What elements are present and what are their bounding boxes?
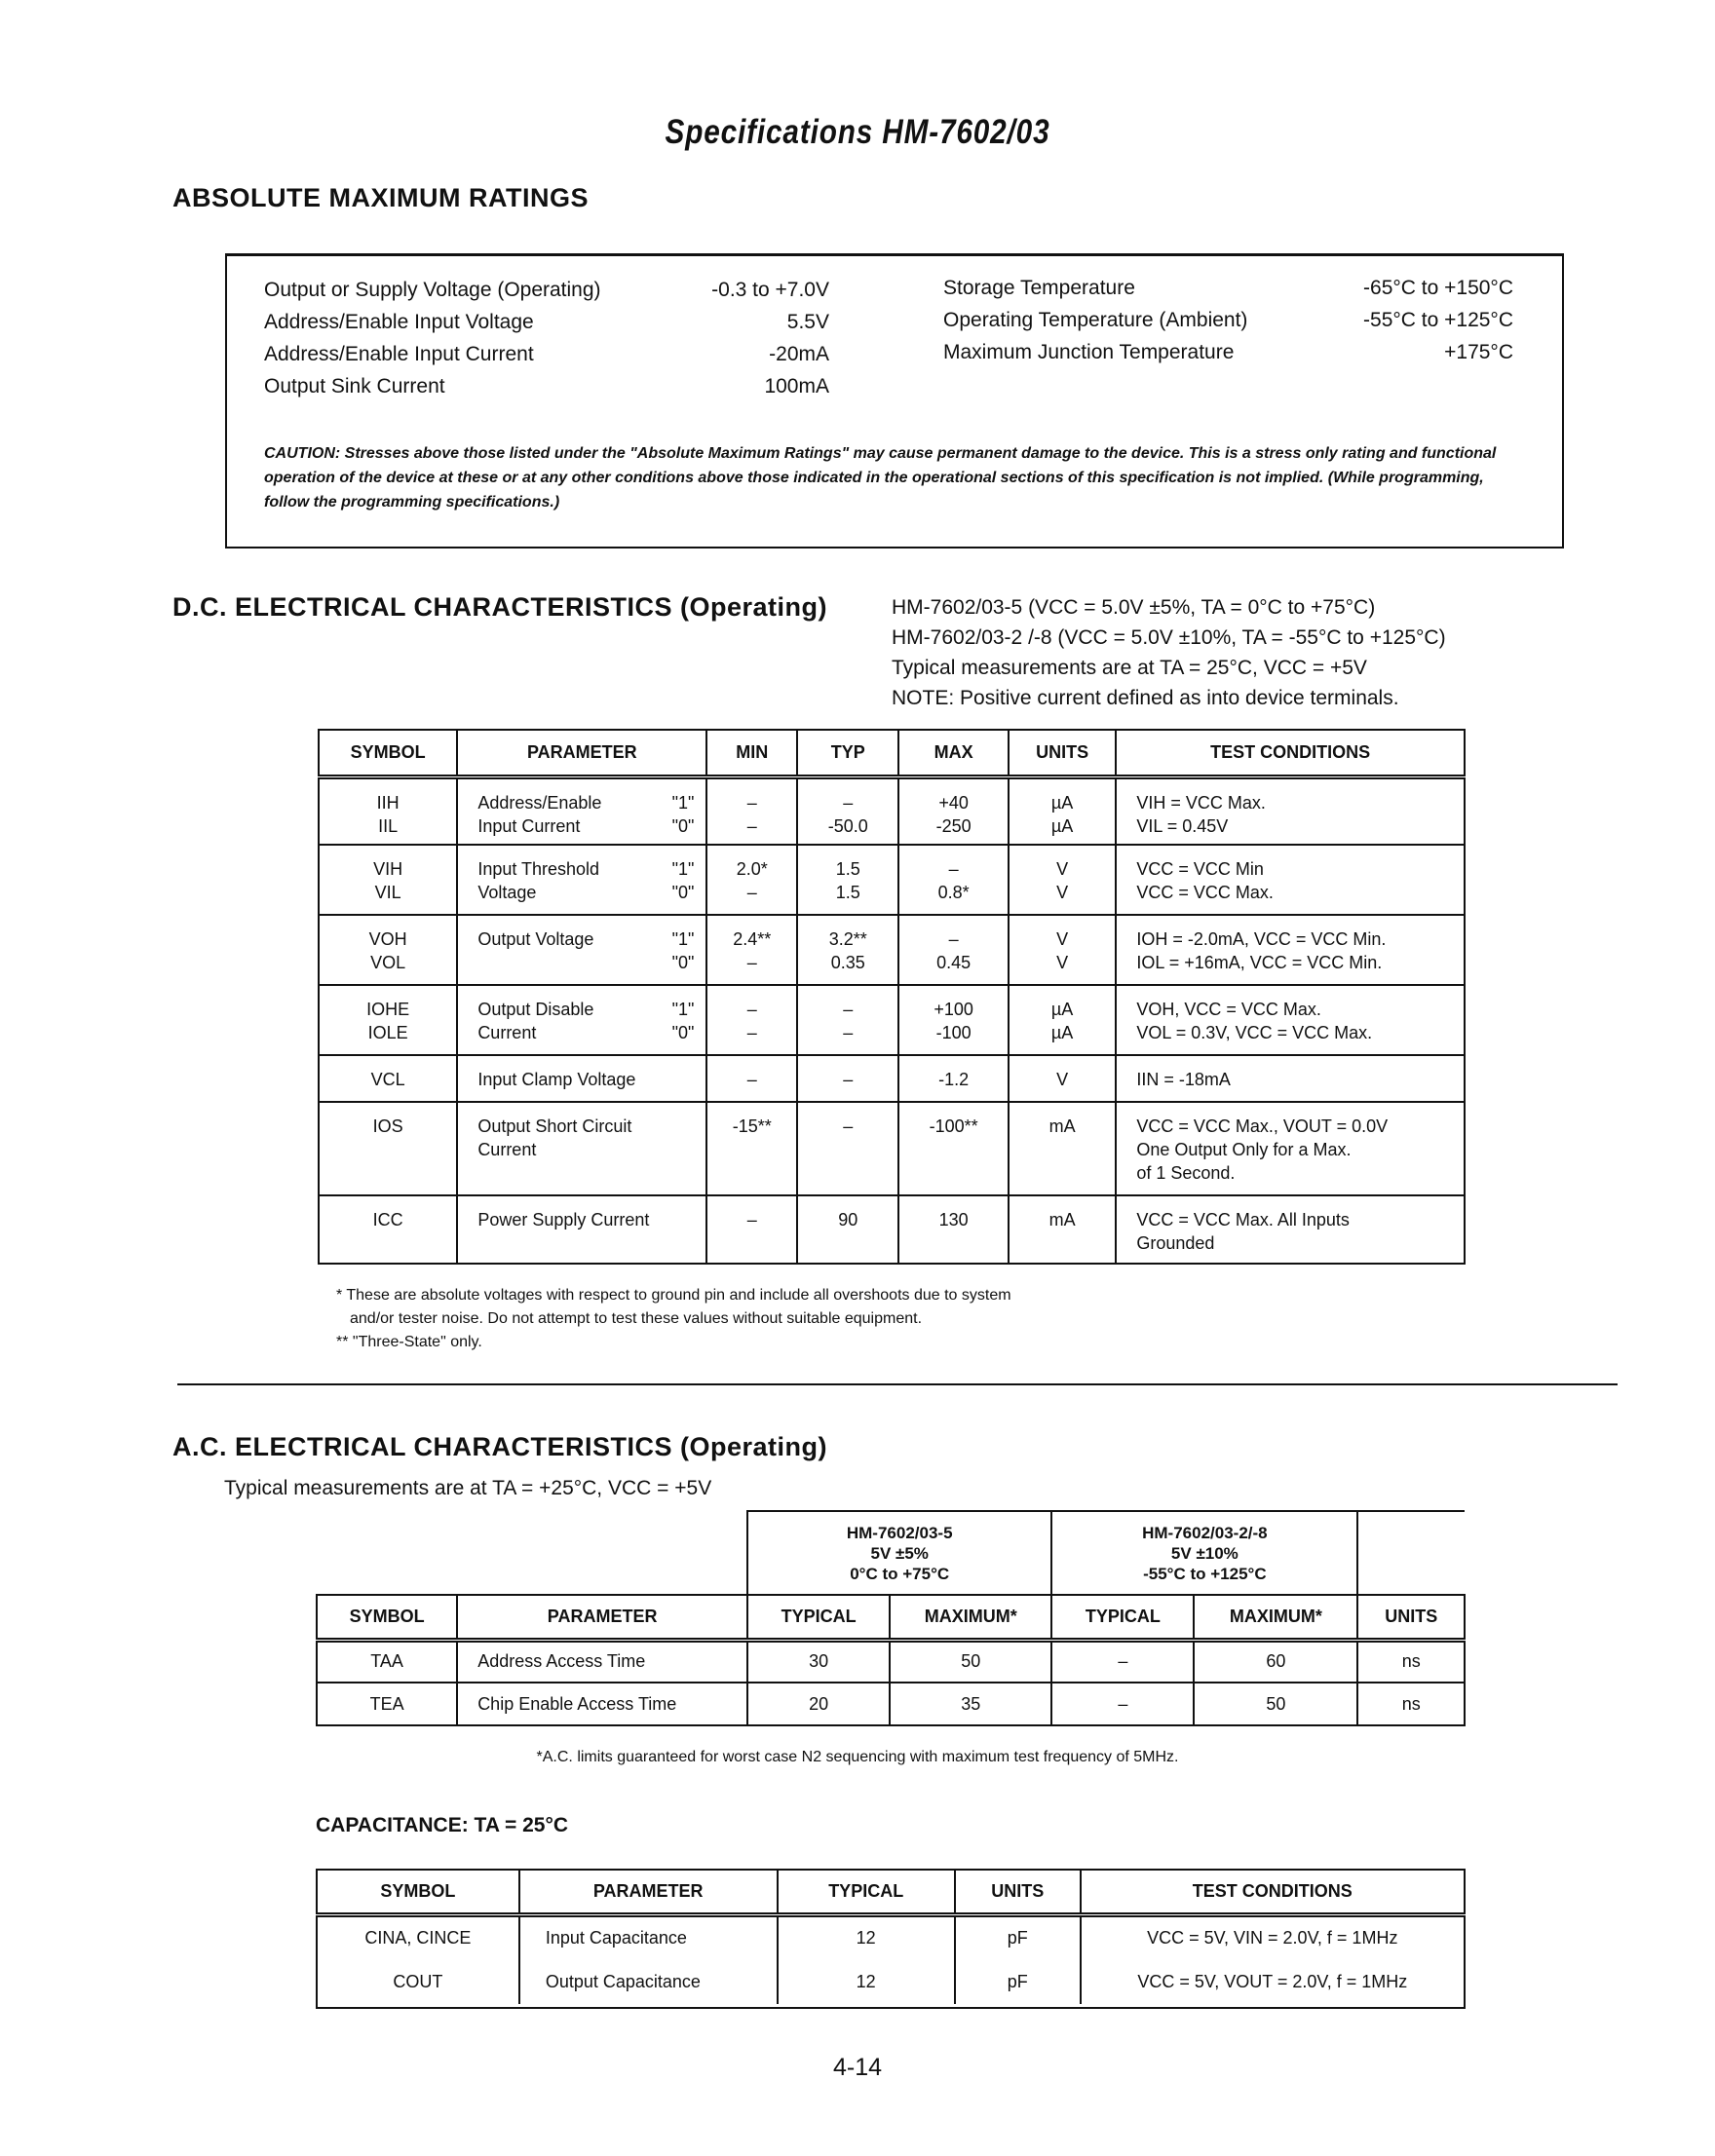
symbol: CINA, CINCE	[317, 1914, 519, 1959]
parameter-line	[477, 998, 705, 1021]
rating-row	[264, 306, 829, 338]
maximum: 35	[890, 1683, 1051, 1725]
test-condition: VIH = VCC Max.	[1136, 792, 1266, 813]
typ-value: –	[843, 1116, 854, 1136]
amr-box	[225, 253, 1564, 548]
symbol: ICC	[372, 1210, 403, 1229]
ac-typical: Typical measurements are at TA = +25°C, VCC = +5V	[224, 1477, 712, 1499]
units: V	[1056, 929, 1069, 949]
dc-footnotes	[336, 1284, 1011, 1354]
min-value: –	[746, 883, 757, 902]
parameter-line	[477, 1208, 705, 1231]
group-line: HM-7602/03-2/-8	[1142, 1523, 1268, 1542]
table-row	[319, 1195, 1465, 1264]
rating-label: Address/Enable Input Current	[264, 343, 534, 365]
column-header: TEST CONDITIONS	[1081, 1870, 1465, 1914]
units: mA	[1048, 1116, 1076, 1136]
min-value: –	[746, 1023, 757, 1042]
group-line: HM-7602/03-5	[846, 1523, 953, 1542]
parameter: Output Capacitance	[519, 1959, 778, 2004]
dc-notes	[892, 592, 1446, 713]
rating-label: Maximum Junction Temperature	[943, 341, 1235, 363]
test-condition: VOH, VCC = VCC Max.	[1136, 1000, 1321, 1019]
test-condition: VCC = VCC Max. All Inputs	[1136, 1210, 1350, 1229]
min-value: –	[746, 953, 757, 972]
logic-level: "1"	[671, 1000, 695, 1019]
symbol: VOH	[368, 929, 407, 949]
column-header: TYP	[797, 730, 898, 776]
units: mA	[1048, 1210, 1076, 1229]
symbol: IIH	[376, 792, 400, 813]
min-value: –	[746, 792, 757, 813]
parameter-text: Current	[477, 1023, 537, 1042]
symbol: VIL	[374, 883, 401, 902]
parameter-line	[477, 791, 705, 814]
units: µA	[1050, 792, 1074, 813]
device-group-header	[1051, 1511, 1357, 1595]
caution-text: CAUTION: Stresses above those listed under the "Absolute Maximum Ratings" may cause permanent damage to the device. This is a stress only rating and functional operation of the device at these or at any other conditions above those indicated in the operational sections of this specification is not implied. (While programming, follow the programming specifications.)	[264, 445, 1497, 511]
max-value: –	[948, 859, 959, 879]
rating-value: 100mA	[764, 375, 829, 397]
parameter-line	[477, 881, 705, 904]
column-header: MAXIMUM*	[890, 1595, 1051, 1640]
parameter-line	[477, 1138, 705, 1161]
rating-row	[943, 272, 1513, 304]
typ-value: –	[843, 1000, 854, 1019]
table-row	[319, 1102, 1465, 1195]
units: pF	[955, 1959, 1081, 2004]
column-header: SYMBOL	[317, 1870, 519, 1914]
table-row	[317, 1640, 1465, 1683]
rating-label: Output Sink Current	[264, 375, 445, 397]
rating-row	[943, 336, 1513, 368]
parameter: Input Capacitance	[519, 1914, 778, 1959]
dc-note: HM-7602/03-2 /-8 (VCC = 5.0V ±10%, TA = -55°C to +125°C)	[892, 626, 1446, 649]
parameter: Address Access Time	[457, 1640, 747, 1683]
parameter: Chip Enable Access Time	[457, 1683, 747, 1725]
min-value: –	[746, 1210, 757, 1229]
symbol: IOHE	[366, 1000, 410, 1019]
rating-label: Storage Temperature	[943, 277, 1135, 299]
table-row	[319, 845, 1465, 915]
device-group-header	[747, 1511, 1051, 1595]
max-value: 0.8*	[937, 883, 970, 902]
dc-note: HM-7602/03-5 (VCC = 5.0V ±5%, TA = 0°C to +75°C)	[892, 596, 1376, 619]
parameter-line	[477, 1068, 705, 1091]
typical: 12	[778, 1914, 955, 1959]
rating-label: Address/Enable Input Voltage	[264, 311, 534, 333]
logic-level: "0"	[671, 883, 695, 902]
ac-footnote: *A.C. limits guaranteed for worst case N2 sequencing with maximum test frequency of 5MHz.	[536, 1749, 1179, 1765]
column-header: TYPICAL	[778, 1870, 955, 1914]
dc-note: NOTE: Positive current defined as into device terminals.	[892, 687, 1399, 709]
parameter-text: Input Threshold	[477, 859, 600, 879]
typ-value: -50.0	[827, 815, 868, 836]
typ-value: 1.5	[835, 883, 860, 902]
column-header: UNITS	[1009, 730, 1117, 776]
symbol: IOLE	[367, 1023, 408, 1042]
test-condition: IIN = -18mA	[1136, 1070, 1231, 1089]
test-condition: VCC = VCC Max.	[1136, 883, 1274, 902]
typical: –	[1051, 1683, 1194, 1725]
parameter-line	[477, 1115, 705, 1138]
logic-level: "0"	[671, 953, 695, 972]
parameter-text: Input Current	[477, 815, 581, 836]
column-header: TYPICAL	[747, 1595, 890, 1640]
parameter-line	[477, 927, 705, 951]
rating-row	[264, 274, 829, 306]
divider	[177, 1383, 1618, 1385]
maximum: 50	[1194, 1683, 1357, 1725]
parameter-text: Address/Enable	[477, 792, 602, 813]
symbol: VIH	[373, 859, 403, 879]
column-header: PARAMETER	[519, 1870, 778, 1914]
symbol: VCL	[370, 1070, 405, 1089]
min-value: 2.4**	[733, 929, 772, 949]
symbol: IIL	[378, 815, 399, 836]
table-row	[319, 776, 1465, 845]
symbol: TEA	[317, 1683, 457, 1725]
test-condition: VOL = 0.3V, VCC = VCC Max.	[1136, 1023, 1373, 1042]
table-row	[317, 1683, 1465, 1725]
rating-row	[264, 370, 829, 402]
typical: 12	[778, 1959, 955, 2004]
symbol: TAA	[317, 1640, 457, 1683]
logic-level: "1"	[671, 929, 695, 949]
symbol: IOS	[372, 1116, 403, 1136]
max-value: 130	[938, 1210, 969, 1229]
typ-value: 90	[838, 1210, 858, 1229]
table-row	[317, 1959, 1465, 2004]
rating-value: -20mA	[769, 343, 829, 365]
footnote: * These are absolute voltages with respect to ground pin and include all overshoots due to system	[336, 1287, 1011, 1304]
test-condition: VIL = 0.45V	[1136, 815, 1229, 836]
test-condition: VCC = VCC Min	[1136, 859, 1264, 879]
column-header: SYMBOL	[319, 730, 457, 776]
column-header: TEST CONDITIONS	[1116, 730, 1465, 776]
parameter-text: Power Supply Current	[477, 1210, 650, 1229]
footnote: ** "Three-State" only.	[336, 1334, 482, 1350]
group-line: 5V ±5%	[870, 1543, 929, 1563]
page-number: 4-14	[832, 2054, 883, 2081]
table-row	[319, 915, 1465, 985]
dc-note: Typical measurements are at TA = 25°C, VCC = +5V	[892, 657, 1367, 679]
logic-level: "1"	[671, 792, 695, 813]
group-line: -55°C to +125°C	[1143, 1564, 1267, 1583]
symbol: COUT	[317, 1959, 519, 2004]
cap-table	[316, 1869, 1466, 2009]
ac-heading: A.C. ELECTRICAL CHARACTERISTICS (Operating)	[172, 1432, 828, 1461]
units: ns	[1357, 1683, 1465, 1725]
column-header: UNITS	[955, 1870, 1081, 1914]
amr-heading: ABSOLUTE MAXIMUM RATINGS	[172, 183, 589, 212]
typical: 20	[747, 1683, 890, 1725]
rating-label: Output or Supply Voltage (Operating)	[264, 279, 601, 301]
test-condition: IOL = +16mA, VCC = VCC Min.	[1136, 953, 1383, 972]
parameter-text: Current	[477, 1140, 537, 1159]
rating-value: -0.3 to +7.0V	[711, 279, 829, 301]
max-value: -1.2	[938, 1070, 970, 1089]
column-header: MIN	[706, 730, 797, 776]
min-value: 2.0*	[736, 859, 768, 879]
table-row	[319, 985, 1465, 1055]
test-condition: VCC = 5V, VIN = 2.0V, f = 1MHz	[1081, 1914, 1465, 1959]
parameter-line	[477, 951, 705, 974]
rating-row	[943, 304, 1513, 336]
dc-heading: D.C. ELECTRICAL CHARACTERISTICS (Operating)	[172, 592, 828, 622]
maximum: 60	[1194, 1640, 1357, 1683]
units: V	[1056, 1070, 1069, 1089]
rating-value: +175°C	[1444, 341, 1513, 363]
parameter-line	[477, 814, 705, 838]
dc-table	[318, 729, 1466, 1265]
units: µA	[1050, 1000, 1074, 1019]
typical: –	[1051, 1640, 1194, 1683]
min-value: –	[746, 1070, 757, 1089]
footnote: and/or tester noise. Do not attempt to test these values without suitable equipment.	[350, 1310, 923, 1327]
units: V	[1056, 953, 1069, 972]
parameter-text: Voltage	[477, 883, 537, 902]
rating-row	[264, 338, 829, 370]
test-condition: VCC = 5V, VOUT = 2.0V, f = 1MHz	[1081, 1959, 1465, 2004]
units: µA	[1050, 1023, 1074, 1042]
parameter-line	[477, 857, 705, 881]
cap-heading: CAPACITANCE: TA = 25°C	[316, 1814, 569, 1836]
typ-value: –	[843, 1070, 854, 1089]
parameter-text: Output Voltage	[477, 929, 594, 949]
units: µA	[1050, 815, 1074, 836]
test-condition: of 1 Second.	[1136, 1163, 1236, 1183]
group-line: 5V ±10%	[1170, 1543, 1239, 1563]
column-header: TYPICAL	[1051, 1595, 1194, 1640]
typ-value: –	[843, 792, 854, 813]
min-value: –	[746, 815, 757, 836]
rating-value: 5.5V	[786, 311, 829, 333]
typical: 30	[747, 1640, 890, 1683]
parameter-line	[477, 1021, 705, 1044]
ac-table	[316, 1510, 1466, 1726]
page-title: Specifications HM-7602/03	[665, 113, 1050, 151]
symbol: VOL	[370, 953, 406, 972]
column-header: MAX	[898, 730, 1008, 776]
maximum: 50	[890, 1640, 1051, 1683]
table-row	[317, 1914, 1465, 1959]
parameter-text: Input Clamp Voltage	[477, 1070, 636, 1089]
max-value: +100	[934, 1000, 973, 1019]
test-condition: VCC = VCC Max., VOUT = 0.0V	[1136, 1116, 1389, 1136]
logic-level: "1"	[671, 859, 695, 879]
typ-value: 3.2**	[828, 929, 867, 949]
max-value: -100	[935, 1023, 972, 1042]
max-value: –	[948, 929, 959, 949]
max-value: 0.45	[936, 953, 972, 972]
max-value: +40	[938, 792, 969, 813]
units: V	[1056, 859, 1069, 879]
units: V	[1056, 883, 1069, 902]
typ-value: 0.35	[830, 953, 865, 972]
logic-level: "0"	[671, 1023, 695, 1042]
rating-value: -55°C to +125°C	[1363, 309, 1513, 331]
max-value: -100**	[929, 1116, 978, 1136]
column-header: MAXIMUM*	[1194, 1595, 1357, 1640]
min-value: –	[746, 1000, 757, 1019]
column-header: SYMBOL	[317, 1595, 457, 1640]
typ-value: –	[843, 1023, 854, 1042]
group-line: 0°C to +75°C	[850, 1564, 950, 1583]
test-condition: Grounded	[1136, 1233, 1215, 1253]
column-header: PARAMETER	[457, 730, 706, 776]
parameter-text: Output Short Circuit	[477, 1116, 632, 1136]
column-header: UNITS	[1357, 1595, 1465, 1640]
rating-label: Operating Temperature (Ambient)	[943, 309, 1248, 331]
rating-value: -65°C to +150°C	[1363, 277, 1513, 299]
table-row	[319, 1055, 1465, 1102]
column-header: PARAMETER	[457, 1595, 747, 1640]
units: ns	[1357, 1640, 1465, 1683]
units: pF	[955, 1914, 1081, 1959]
logic-level: "0"	[671, 815, 695, 836]
typ-value: 1.5	[835, 859, 860, 879]
min-value: -15**	[732, 1116, 772, 1136]
test-condition: IOH = -2.0mA, VCC = VCC Min.	[1136, 929, 1387, 949]
parameter-text: Output Disable	[477, 1000, 594, 1019]
max-value: -250	[935, 815, 972, 836]
test-condition: One Output Only for a Max.	[1136, 1140, 1352, 1159]
